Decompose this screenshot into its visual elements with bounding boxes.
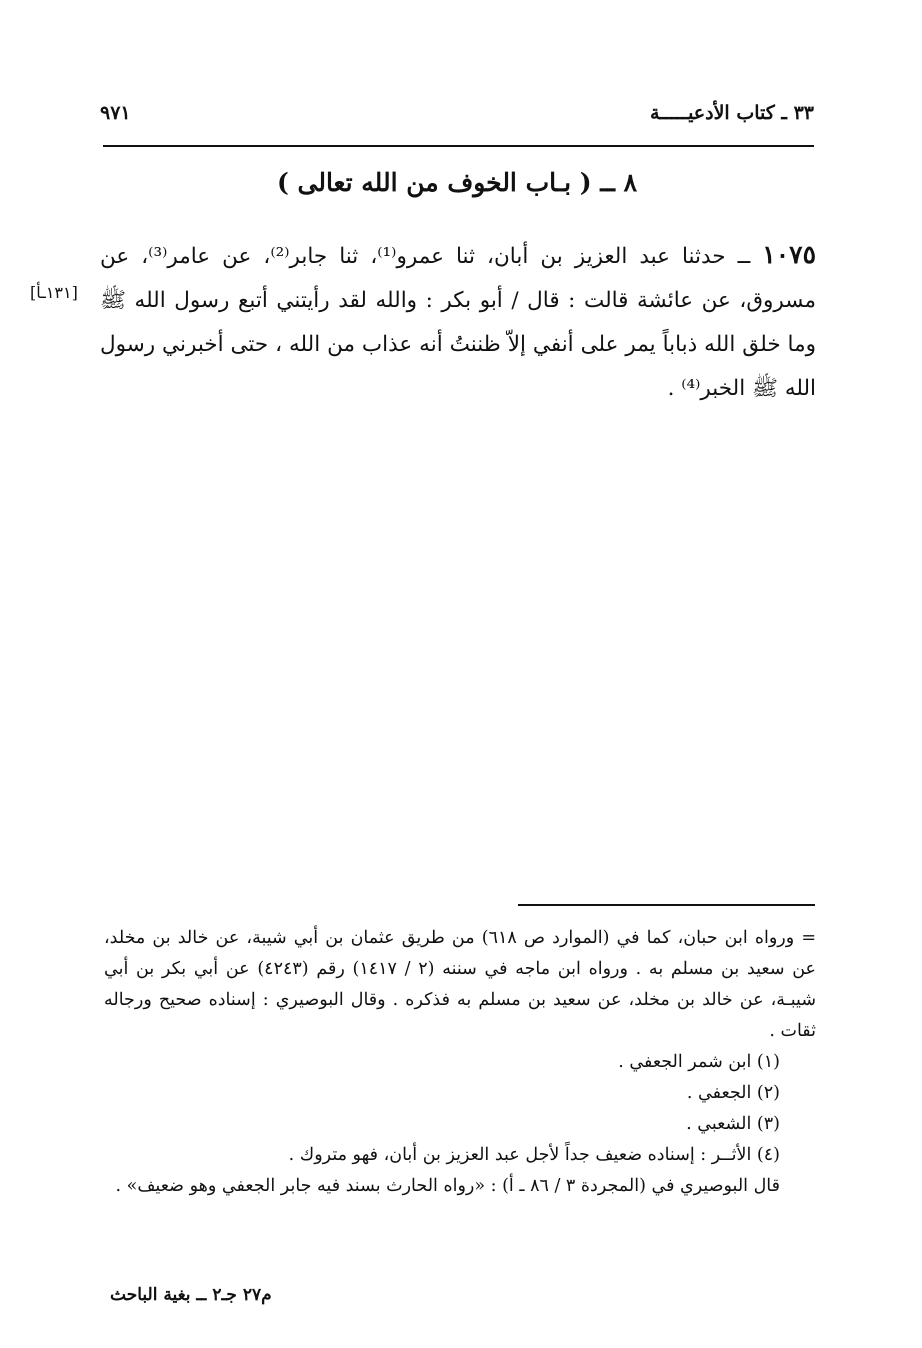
footnote-item: (٢) الجعفي . [686, 1083, 780, 1103]
footnotes [104, 923, 816, 1202]
footnote-rule [518, 904, 815, 906]
signature-mark: م٢٧ جـ٢ ــ بغية الباحث [110, 1285, 272, 1305]
page-number: ٩٧١ [100, 102, 131, 124]
margin-reference: [١٣١ـأ] [30, 283, 78, 302]
running-header-title: ٣٣ ـ كتاب الأدعيـــــة [650, 102, 814, 124]
footnote-item: (١) ابن شمر الجعفي . [618, 1052, 780, 1072]
hadith-number: ١٠٧٥ [762, 240, 816, 269]
footnote-list [104, 1047, 816, 1171]
hadith-paragraph [100, 233, 816, 411]
header-rule [103, 145, 814, 147]
hadith-text: ــ حدثنا عبد العزيز بن أبان، ثنا عمرو⁽¹⁾، ثنا جابر⁽²⁾، عن عامر⁽³⁾، عن مسروق، عن عائشة قالت : قال / أبو بكر : والله لقد رأيتني أتبع رسول الله ﷺ وما خلق الله ذباباً يمر على أنفي إلاّ ظننتُ أنه عذاب من الله ، حتى أخبرني رسول الله ﷺ الخبر⁽⁴⁾ . [100, 244, 816, 401]
footnote-item: (٤) الأثــر : إسناده ضعيف جداً لأجل عبد العزيز بن أبان، فهو متروك . [288, 1145, 780, 1165]
chapter-heading: ٨ ــ ( بـاب الخوف من الله تعالى ) [276, 168, 638, 197]
footnote-item: (٣) الشعبي . [686, 1114, 780, 1134]
running-header [100, 100, 814, 136]
footnote-continuation: = ورواه ابن حبان، كما في (الموارد ص ٦١٨) من طريق عثمان بن أبي شيبة، عن خالد بن مخلد، عن سعيد بن مسلم به . ورواه ابن ماجه في سننه (٢ / ١٤١٧) رقم (٤٢٤٣) عن أبي بكر بن أبي شيبـة، عن خالد بن مخلد، عن سعيد بن مسلم به فذكره . وقال البوصيري : إسناده صحيح ورجاله ثقات . [104, 928, 816, 1041]
footnote-last-line: قال البوصيري في (المجردة ٣ / ٨٦ ـ أ) : «رواه الحارث بسند فيه جابر الجعفي وهو ضعيف» . [115, 1176, 780, 1196]
